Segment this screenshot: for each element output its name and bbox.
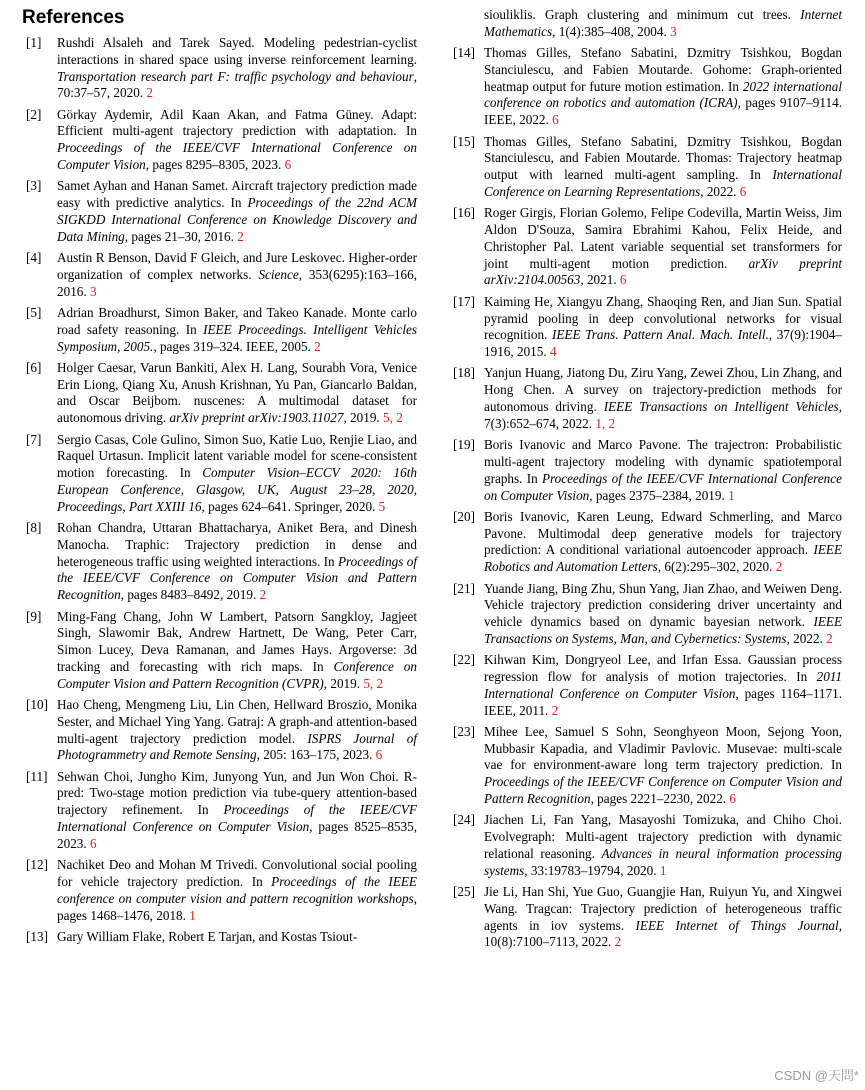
reference-number: [2] (26, 106, 42, 122)
reference-venue: Proceedings of the IEEE conference on computer vision and pattern recognition workshops (57, 873, 417, 906)
back-reference-link[interactable]: 1 (659, 862, 667, 878)
reference-continuation (449, 7, 842, 41)
reference-tail: , pages 8483–8492, 2019. (120, 587, 260, 603)
back-reference-link[interactable]: 2 (314, 338, 321, 354)
reference-text: Jiachen Li, Fan Yang, Masayoshi Tomizuka, and Chiho Choi. Evolvegraph: Multi-agent trajectory prediction with dynamic relational reasoning. (484, 812, 842, 861)
reference-item (449, 45, 842, 129)
reference-venue: Proceedings of the IEEE/CVF International Conference on Computer Vision (484, 470, 842, 503)
back-reference-link[interactable]: 6 (284, 157, 292, 173)
reference-venue: IEEE Internet of Things Journal (635, 917, 839, 933)
reference-venue: Proceedings of the IEEE/CVF International Conference on Computer Vision (57, 802, 417, 835)
reference-tail: , 2022. (786, 630, 827, 646)
reference-text: Roger Girgis, Florian Golemo, Felipe Codevilla, Martin Weiss, Jim Aldon D'Souza, Samira Ebrahimi Kahou, Felix Heide, and Christopher Pal. Latent variable sequential set transformers for joint multi-agent motion prediction. (484, 205, 842, 271)
back-reference-link[interactable]: 6 (619, 272, 627, 288)
reference-tail: , 2019. (323, 675, 364, 691)
reference-text: Yanjun Huang, Jiatong Du, Ziru Yang, Zewei Zhou, Lin Zhang, and Hong Chen. A survey on trajectory-prediction methods for autonomous driving. (484, 365, 842, 415)
reference-number: [11] (26, 768, 48, 784)
reference-tail: , pages 21–30, 2016. (124, 228, 238, 244)
reference-tail: , 1(4):385–408, 2004. (552, 23, 671, 39)
reference-tail: , 7(3):652–674, 2022. (484, 399, 842, 431)
back-reference-link[interactable]: 3 (670, 23, 677, 39)
reference-number: [20] (453, 508, 475, 524)
reference-tail: , 2022. (700, 183, 740, 199)
reference-number: [19] (453, 437, 475, 453)
reference-item (22, 432, 417, 516)
reference-item (22, 35, 417, 102)
back-reference-link[interactable]: 3 (89, 283, 97, 299)
reference-item (22, 178, 417, 245)
reference-number: [13] (26, 928, 48, 944)
reference-number: [9] (26, 608, 42, 624)
back-reference-link[interactable]: 2 (826, 630, 833, 646)
back-reference-link[interactable]: 6 (89, 835, 97, 851)
reference-text: Austin R Benson, David F Gleich, and Jure Leskovec. Higher-order organization of complex networks. (57, 250, 417, 282)
reference-item (449, 365, 842, 432)
reference-text: Mihee Lee, Samuel S Sohn, Seonghyeon Moon, Sejong Yoon, Mubbasir Kapadia, and Vladimir Pavlovic. Musevae: multi-scale vae for environment-aware long term trajectory prediction. In (484, 723, 842, 773)
reference-item (22, 857, 417, 924)
back-reference-link[interactable]: 2 (237, 228, 244, 244)
reference-item (449, 581, 842, 648)
reference-tail: , 70:37–57, 2020. (57, 68, 417, 101)
reference-venue: IEEE Transactions on Intelligent Vehicles (603, 399, 839, 415)
back-reference-link[interactable]: 4 (549, 344, 557, 360)
reference-venue: Proceedings of the IEEE/CVF International Conference on Computer Vision (57, 140, 417, 173)
back-reference-link[interactable]: 1, 2 (595, 415, 616, 431)
reference-text: Rushdi Alsaleh and Tarek Sayed. Modeling pedestrian-cyclist interactions in shared space using inverse reinforcement learning. (57, 35, 417, 67)
reference-item (449, 812, 842, 879)
reference-text: Boris Ivanovic and Marco Pavone. The trajectron: Probabilistic multi-agent trajectory modeling with dynamic spatiotemporal graphs. In (484, 437, 842, 486)
reference-number: [12] (26, 857, 48, 873)
reference-number: [5] (26, 304, 42, 320)
reference-item (22, 250, 417, 300)
reference-tail: , 2019. (343, 410, 384, 426)
reference-venue: Internet Mathematics (484, 7, 842, 39)
reference-number: [1] (26, 35, 42, 50)
reference-text: Ming-Fang Chang, John W Lambert, Patsorn Sangkloy, Jagjeet Singh, Slawomir Bak, Andrew Hartnett, De Wang, Peter Carr, Simon Lucey, Deva Ramanan, and James Hays. Argoverse: 3d tracking and forecasting with rich maps. In (57, 608, 417, 674)
reference-tail: , 205: 163–175, 2023. (256, 747, 376, 763)
reference-number: [22] (453, 652, 475, 668)
reference-tail: , pages 1468–1476, 2018. (57, 890, 417, 923)
reference-number: [8] (26, 520, 42, 536)
reference-text: Görkay Aydemir, Adil Kaan Akan, and Fatma Güney. Adapt: Efficient multi-agent trajectory prediction with adaptation. In (57, 106, 417, 139)
references-heading: References (22, 7, 125, 28)
reference-venue: Science (258, 266, 299, 282)
reference-item (449, 509, 842, 576)
reference-item (22, 697, 417, 764)
back-reference-link[interactable]: 6 (375, 747, 383, 763)
watermark: CSDN @天問* (774, 1068, 859, 1083)
back-reference-link[interactable]: 5, 2 (383, 410, 403, 426)
reference-text: Sergio Casas, Cole Gulino, Simon Suo, Katie Luo, Renjie Liao, and Raquel Urtasun. Implicit latent variable model for scene-consistent motion forecasting. In (57, 431, 417, 481)
reference-text: Gary William Flake, Robert E Tarjan, and Kostas Tsiout- (57, 928, 358, 944)
reference-item (449, 437, 842, 504)
reference-item (449, 884, 842, 951)
reference-text: Nachiket Deo and Mohan M Trivedi. Convolutional social pooling for vehicle trajectory prediction. In (57, 857, 417, 889)
reference-venue: Proceedings of the IEEE/CVF Conference on Computer Vision and Pattern Recognition (484, 774, 842, 807)
reference-item (22, 107, 417, 174)
reference-tail: , pages 1164–1171. IEEE, 2011. (484, 685, 842, 718)
reference-list-left (22, 35, 417, 946)
back-reference-link[interactable]: 5, 2 (363, 675, 384, 691)
back-reference-link[interactable]: 1 (728, 487, 735, 503)
reference-text: Rohan Chandra, Uttaran Bhattacharya, Aniket Bera, and Dinesh Manocha. Traphic: Trajectory prediction in dense and heterogeneous traffic using weighted interactions. In (57, 520, 417, 569)
reference-venue: 2022 international conference on robotics and automation (ICRA) (484, 78, 842, 111)
reference-number: [24] (453, 812, 475, 828)
reference-item (449, 134, 842, 201)
back-reference-link[interactable]: 2 (775, 559, 783, 575)
reference-venue: 2011 International Conference on Computer Vision (484, 668, 842, 701)
reference-venue: Proceedings of the IEEE/CVF Conference on Computer Vision and Pattern Recognition (57, 553, 418, 603)
reference-tail: , pages 319–324. IEEE, 2005. (153, 338, 315, 354)
reference-venue: ISPRS Journal of Photogrammetry and Remote Sensing (57, 730, 417, 763)
reference-text: Thomas Gilles, Stefano Sabatini, Dzmitry Tsishkou, Bogdan Stanciulescu, and Fabien Moutarde. Thomas: Trajectory heatmap output with learned multi-agent sampling. In (484, 133, 842, 183)
back-reference-link[interactable]: 6 (739, 183, 747, 199)
reference-number: [18] (453, 365, 475, 381)
reference-number: [7] (26, 431, 42, 447)
reference-text: Holger Caesar, Varun Bankiti, Alex H. Lang, Sourabh Vora, Venice Erin Liong, Qiang Xu, Anush Krishnan, Yu Pan, Giancarlo Baldan, and Oscar Beijbom. nuscenes: A multimodal dataset for autonomous driving. (57, 359, 417, 426)
reference-tail: , pages 624–641. Springer, 2020. (201, 498, 379, 514)
back-reference-link[interactable]: 1 (189, 907, 196, 923)
reference-venue: Advances in neural information processing systems (484, 845, 842, 878)
reference-item (22, 609, 417, 693)
reference-venue: IEEE Robotics and Automation Letters (484, 542, 842, 575)
reference-tail: , 33:19783–19794, 2020. (524, 862, 660, 878)
reference-venue: IEEE Trans. Pattern Anal. Mach. Intell. (551, 327, 769, 343)
reference-tail: , pages 8525–8535, 2023. (57, 819, 417, 851)
reference-number: [23] (453, 723, 475, 739)
reference-number: [3] (26, 178, 42, 194)
reference-number: [21] (453, 580, 475, 596)
reference-number: [25] (453, 884, 475, 900)
back-reference-link[interactable]: 2 (259, 587, 267, 603)
reference-item (22, 305, 417, 355)
reference-item (22, 360, 417, 427)
reference-tail: , pages 9107–9114. IEEE, 2022. (484, 95, 842, 128)
reference-venue: IEEE Transactions on Systems, Man, and Cybernetics: Systems (484, 614, 842, 646)
reference-number: [14] (453, 45, 475, 61)
left-column (22, 0, 417, 950)
reference-number: [17] (453, 293, 475, 309)
reference-number: [15] (453, 133, 475, 149)
reference-number: [6] (26, 359, 42, 375)
reference-item (449, 294, 842, 361)
reference-text: Sehwan Choi, Jungho Kim, Junyong Yun, and Jun Won Choi. R-pred: Two-stage motion prediction via tube-query attention-based trajectory refinement. In (57, 768, 417, 818)
reference-tail: , 6(2):295–302, 2020. (657, 559, 776, 575)
reference-tail: , pages 2221–2230, 2022. (590, 791, 730, 807)
reference-venue: IEEE Proceedings. Intelligent Vehicles Symposium, 2005. (57, 321, 417, 354)
reference-text: Boris Ivanovic, Karen Leung, Edward Schmerling, and Marco Pavone. Multimodal deep generative models for trajectory prediction: A conditional variational autoencoder approach. (484, 508, 842, 558)
reference-text: Kaiming He, Xiangyu Zhang, Shaoqing Ren, and Jian Sun. Spatial pyramid pooling in deep convolutional networks for visual recognition. (484, 293, 842, 343)
back-reference-link[interactable]: 6 (729, 791, 736, 807)
reference-venue: Computer Vision–ECCV 2020: 16th European Conference, Glasgow, UK, August 23–28, 2020, Proceedings, Part XXIII 16 (57, 465, 418, 514)
reference-venue: Transportation research part F: traffic psychology and behaviour (57, 68, 414, 84)
reference-venue: arXiv preprint arXiv:1903.11027 (169, 410, 344, 426)
reference-text: Hao Cheng, Mengmeng Liu, Lin Chen, Hellward Broszio, Monika Sester, and Michael Ying Yang. Gatraj: A graph-and attention-based multi-agent trajectory prediction model. (57, 696, 417, 746)
reference-item (449, 205, 842, 289)
reference-tail: , 353(6295):163–166, 2016. (57, 266, 417, 299)
reference-item (22, 929, 417, 946)
back-reference-link[interactable]: 5 (378, 498, 386, 514)
reference-number: [10] (26, 696, 48, 712)
back-reference-link[interactable]: 2 (614, 934, 622, 950)
reference-text: Yuande Jiang, Bing Zhu, Shun Yang, Jian Zhao, and Weiwen Deng. Vehicle trajectory prediction considering driver uncertainty and vehicle dynamics based on dynamic bayesian network. (484, 580, 842, 630)
reference-text: Samet Ayhan and Hanan Samet. Aircraft trajectory prediction made easy with predictive analytics. In (57, 178, 417, 211)
reference-venue: Proceedings of the 22nd ACM SIGKDD International Conference on Knowledge Discovery and Data Mining (57, 195, 417, 244)
reference-item (449, 724, 842, 808)
reference-list-right (449, 45, 842, 951)
back-reference-link[interactable]: 6 (552, 112, 559, 128)
back-reference-link[interactable]: 2 (146, 85, 153, 101)
reference-tail: , pages 8295–8305, 2023. (145, 157, 285, 173)
reference-tail: , 2021. (580, 272, 620, 288)
reference-tail: , pages 2375–2384, 2019. (589, 487, 729, 503)
reference-text: Adrian Broadhurst, Simon Baker, and Takeo Kanade. Monte carlo road safety reasoning. In (57, 304, 417, 337)
reference-number: [16] (453, 205, 475, 221)
reference-item (449, 652, 842, 719)
right-column (449, 0, 842, 956)
reference-text: Thomas Gilles, Stefano Sabatini, Dzmitry Tsishkou, Bogdan Stanciulescu, and Fabien Moutarde. Gohome: Graph-oriented heatmap output for future motion estimation. In (484, 45, 842, 94)
reference-tail: , 37(9):1904–1916, 2015. (484, 327, 842, 360)
reference-item (22, 769, 417, 853)
reference-venue: International Conference on Learning Representations (484, 167, 842, 199)
reference-tail: , 10(8):7100–7113, 2022. (484, 917, 842, 950)
reference-item (22, 520, 417, 604)
reference-venue: arXiv preprint arXiv:2104.00563 (484, 255, 842, 288)
reference-text: Kihwan Kim, Dongryeol Lee, and Irfan Essa. Gaussian process regression flow for analysis of motion trajectories. In (484, 652, 842, 684)
reference-text: siouliklis. Graph clustering and minimum cut trees. (484, 7, 801, 22)
back-reference-link[interactable]: 2 (551, 702, 559, 718)
reference-text: Jie Li, Han Shi, Yue Guo, Guangjie Han, Ruiyun Yu, and Xingwei Wang. Tragcan: Trajectory prediction of heterogeneous traffic agents in iov systems. (484, 884, 842, 933)
reference-number: [4] (26, 250, 42, 266)
reference-venue: Conference on Computer Vision and Pattern Recognition (CVPR) (57, 658, 417, 691)
